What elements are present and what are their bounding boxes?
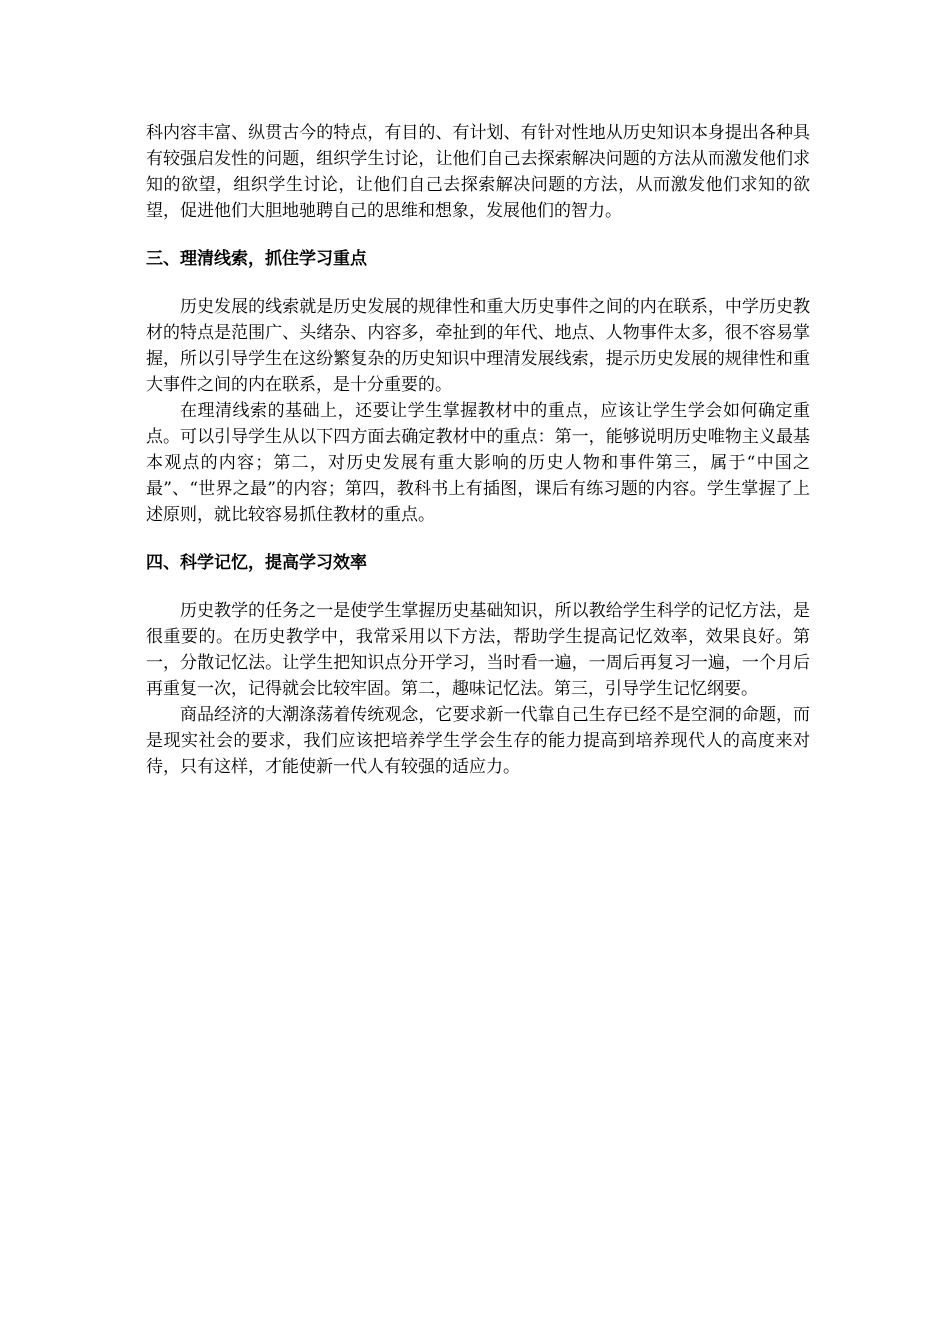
intro-paragraph: 科内容丰富、纵贯古今的特点，有目的、有计划、有针对性地从历史知识本身提出各种具有较强启发性的问题，组织学生讨论，让他们自己去探索解决问题的方法从而激发他们求知的欲望，组织学生讨论，让他们自己去探索解决问题的方法，从而激发他们求知的欲望，促进他们大胆地驰聘自己的思维和想象，发展他们的智力。 [146, 123, 810, 221]
section-4-paragraph-1: 历史教学的任务之一是使学生掌握历史基础知识，所以教给学生科学的记忆方法，是很重要的。在历史教学中，我常采用以下方法，帮助学生提高记忆效率，效果良好。第一，分散记忆法。让学生把知识点分开学习，当时看一遍，一周后再复习一遍，一个月后再重复一次，记得就会比较牢固。第二，趣味记忆法。第三，引导学生记忆纲要。 [146, 601, 810, 699]
document-page [146, 120, 810, 780]
section-4-paragraph-2: 商品经济的大潮涤荡着传统观念，它要求新一代靠自己生存已经不是空洞的命题，而是现实社会的要求，我们应该把培养学生学会生存的能力提高到培养现代人的高度来对待，只有这样，才能使新一代人有较强的适应力。 [146, 705, 810, 777]
section-3-paragraph-2: 在理清线索的基础上，还要让学生掌握教材中的重点，应该让学生学会如何确定重点。可以引导学生从以下四方面去确定教材中的重点：第一，能够说明历史唯物主义最基本观点的内容；第二，对历史发展有重大影响的历史人物和事件第三，属于“中国之最”、“世界之最”的内容；第四，教科书上有插图，课后有练习题的内容。学生掌握了上述原则，就比较容易抓住教材的重点。 [146, 401, 810, 525]
section-heading-4: 四、科学记忆，提高学习效率 [146, 553, 367, 573]
section-heading-3: 三、理清线索，抓住学习重点 [146, 249, 367, 269]
section-3-paragraph-1: 历史发展的线索就是历史发展的规律性和重大历史事件之间的内在联系，中学历史教材的特点是范围广、头绪杂、内容多，牵扯到的年代、地点、人物事件太多，很不容易掌握，所以引导学生在这纷繁复杂的历史知识中理清发展线索，提示历史发展的规律性和重大事件之间的内在联系，是十分重要的。 [146, 297, 810, 395]
